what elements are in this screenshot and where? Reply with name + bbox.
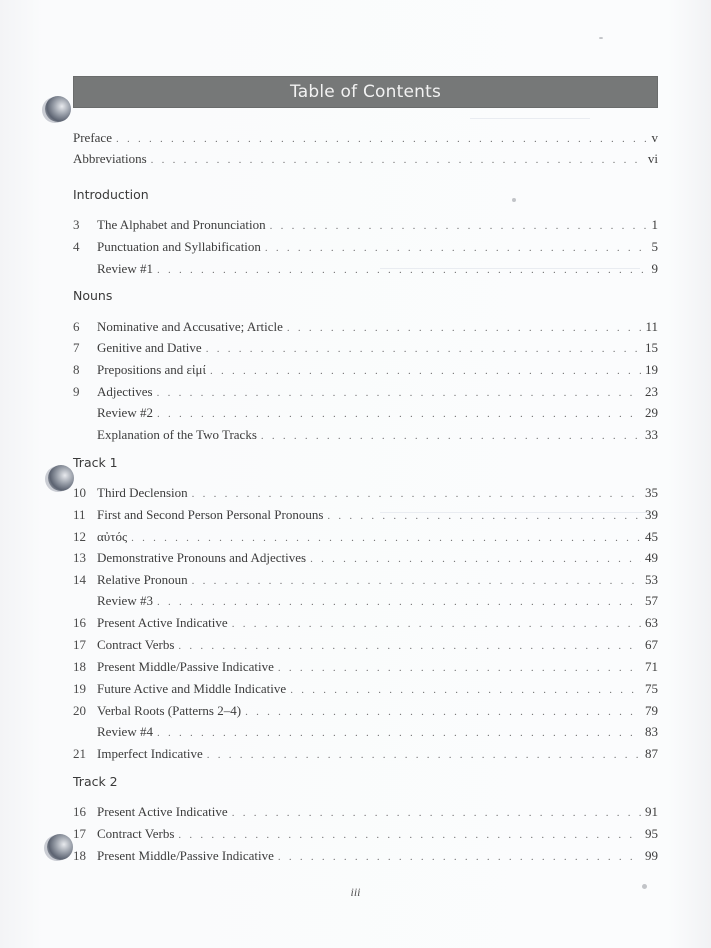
toc-entry[interactable]: [73, 483, 658, 503]
chapter-number: 4: [73, 239, 80, 254]
entry-title: The Alphabet and Pronunciation: [97, 217, 266, 232]
entry-page: 15: [645, 340, 658, 355]
entry-title: Adjectives: [97, 384, 153, 399]
binder-hole-icon: [45, 96, 71, 122]
chapter-number: 16: [73, 615, 86, 630]
entry-title: First and Second Person Personal Pronouns: [97, 507, 324, 522]
entry-page: 95: [645, 826, 658, 841]
chapter-number: 10: [73, 485, 86, 500]
dot-leader: [192, 571, 641, 590]
dot-leader: [310, 549, 641, 568]
chapter-number: 21: [73, 746, 86, 761]
entry-page: 79: [645, 703, 658, 718]
toc-entry[interactable]: [73, 425, 658, 445]
toc-entry[interactable]: [73, 802, 658, 822]
dot-leader: [245, 702, 641, 721]
entry-title: Contract Verbs: [97, 637, 175, 652]
chapter-number: 17: [73, 637, 86, 652]
toc-entry[interactable]: [73, 317, 658, 337]
paper-speck: [599, 37, 603, 39]
toc-entry-preface[interactable]: [73, 128, 658, 148]
page-folio: iii: [350, 885, 361, 899]
chapter-number: 8: [73, 362, 80, 377]
toc-entry[interactable]: [73, 360, 658, 380]
toc-entry[interactable]: [73, 613, 658, 633]
entry-page: 67: [645, 637, 658, 652]
binder-hole-icon: [48, 465, 74, 491]
toc-entry[interactable]: [73, 548, 658, 568]
entry-title: Punctuation and Syllabification: [97, 239, 261, 254]
chapter-number: 6: [73, 319, 80, 334]
chapter-number: 19: [73, 681, 86, 696]
entry-page: 33: [645, 427, 658, 442]
entry-title: Future Active and Middle Indicative: [97, 681, 287, 696]
bleed-through-mark: [470, 118, 590, 119]
toc-entry[interactable]: [73, 846, 658, 866]
dot-leader: [327, 506, 641, 525]
toc-entry-review[interactable]: [73, 591, 658, 611]
entry-title: Explanation of the Two Tracks: [97, 427, 257, 442]
entry-title: Demonstrative Pronouns and Adjectives: [97, 550, 307, 565]
section-heading-introduction: Introduction: [73, 187, 149, 202]
entry-page: 19: [645, 362, 658, 377]
entry-page: v: [651, 130, 658, 145]
chapter-number: 17: [73, 826, 86, 841]
toc-entry-review[interactable]: [73, 259, 658, 279]
toc-entry[interactable]: [73, 338, 658, 358]
entry-title: Review #4: [97, 724, 153, 739]
dot-leader: [232, 614, 641, 633]
chapter-number: 14: [73, 572, 86, 587]
entry-page: 39: [645, 507, 658, 522]
entry-title: Imperfect Indicative: [97, 746, 203, 761]
entry-page: 45: [645, 529, 658, 544]
entry-page: 63: [645, 615, 658, 630]
toc-entry[interactable]: [73, 657, 658, 677]
dot-leader: [116, 129, 648, 148]
dot-leader: [290, 680, 641, 699]
entry-title: Verbal Roots (Patterns 2–4): [97, 703, 242, 718]
dot-leader: [151, 150, 644, 169]
entry-page: 91: [645, 804, 658, 819]
dot-leader: [265, 238, 648, 257]
dot-leader: [210, 361, 641, 380]
entry-title: αὐτός: [97, 529, 128, 544]
entry-page: 35: [645, 485, 658, 500]
chapter-number: 13: [73, 550, 86, 565]
toc-entry[interactable]: [73, 215, 658, 235]
entry-page: 53: [645, 572, 658, 587]
entry-page: 1: [651, 217, 658, 232]
dot-leader: [278, 658, 641, 677]
entry-title: Prepositions and εἰμί: [97, 362, 206, 377]
chapter-number: 12: [73, 529, 86, 544]
dot-leader: [157, 404, 641, 423]
entry-title: Review #1: [97, 261, 153, 276]
entry-page: 83: [645, 724, 658, 739]
entry-page: 11: [645, 319, 658, 334]
toc-entry[interactable]: [73, 824, 658, 844]
entry-title: Present Active Indicative: [97, 804, 228, 819]
entry-page: 57: [645, 593, 658, 608]
chapter-number: 20: [73, 703, 86, 718]
toc-entry[interactable]: [73, 701, 658, 721]
dot-leader: [157, 723, 641, 742]
paper-speck: [512, 198, 516, 202]
entry-title: Genitive and Dative: [97, 340, 202, 355]
dot-leader: [192, 484, 641, 503]
dot-leader: [261, 426, 641, 445]
entry-page: 99: [645, 848, 658, 863]
entry-title: Present Middle/Passive Indicative: [97, 848, 274, 863]
entry-page: 71: [645, 659, 658, 674]
toc-entry[interactable]: [73, 635, 658, 655]
entry-page: 5: [651, 239, 658, 254]
entry-title: Third Declension: [97, 485, 188, 500]
dot-leader: [270, 216, 648, 235]
toc-entry[interactable]: [73, 744, 658, 764]
toc-entry[interactable]: [73, 237, 658, 257]
entry-title: Present Middle/Passive Indicative: [97, 659, 274, 674]
entry-title: Review #2: [97, 405, 153, 420]
entry-title: Preface: [73, 130, 112, 145]
chapter-number: 3: [73, 217, 80, 232]
dot-leader: [287, 318, 642, 337]
entry-title: Relative Pronoun: [97, 572, 188, 587]
toc-entry-review[interactable]: [73, 722, 658, 742]
chapter-number: 18: [73, 659, 86, 674]
section-heading-track-1: Track 1: [73, 455, 118, 470]
toc-entry[interactable]: [73, 505, 658, 525]
page-title: Table of Contents: [289, 82, 442, 102]
entry-title: Review #3: [97, 593, 153, 608]
chapter-number: 11: [73, 507, 86, 522]
chapter-number: 7: [73, 340, 80, 355]
toc-entry[interactable]: [73, 570, 658, 590]
entry-page: vi: [647, 151, 658, 166]
dot-leader: [131, 528, 641, 547]
entry-page: 49: [645, 550, 658, 565]
dot-leader: [232, 803, 641, 822]
dot-leader: [157, 592, 641, 611]
entry-title: Nominative and Accusative; Article: [97, 319, 283, 334]
entry-title: Contract Verbs: [97, 826, 175, 841]
entry-title: Present Active Indicative: [97, 615, 228, 630]
chapter-number: 18: [73, 848, 86, 863]
binder-hole-icon: [47, 834, 73, 860]
toc-header-banner: [73, 76, 658, 108]
section-heading-track-2: Track 2: [73, 774, 118, 789]
entry-page: 23: [645, 384, 658, 399]
chapter-number: 9: [73, 384, 80, 399]
entry-page: 87: [645, 746, 658, 761]
toc-entry[interactable]: [73, 527, 658, 547]
dot-leader: [178, 825, 641, 844]
dot-leader: [206, 339, 641, 358]
chapter-number: 16: [73, 804, 86, 819]
dot-leader: [278, 847, 641, 866]
dot-leader: [157, 260, 648, 279]
section-heading-nouns: Nouns: [73, 288, 113, 303]
toc-entry-abbreviations[interactable]: [73, 149, 658, 169]
toc-entry[interactable]: [73, 679, 658, 699]
entry-page: 29: [645, 405, 658, 420]
dot-leader: [178, 636, 641, 655]
entry-page: 75: [645, 681, 658, 696]
dot-leader: [157, 383, 641, 402]
entry-page: 9: [651, 261, 658, 276]
toc-entry[interactable]: [73, 382, 658, 402]
toc-entry-review[interactable]: [73, 403, 658, 423]
entry-title: Abbreviations: [73, 151, 147, 166]
dot-leader: [207, 745, 641, 764]
